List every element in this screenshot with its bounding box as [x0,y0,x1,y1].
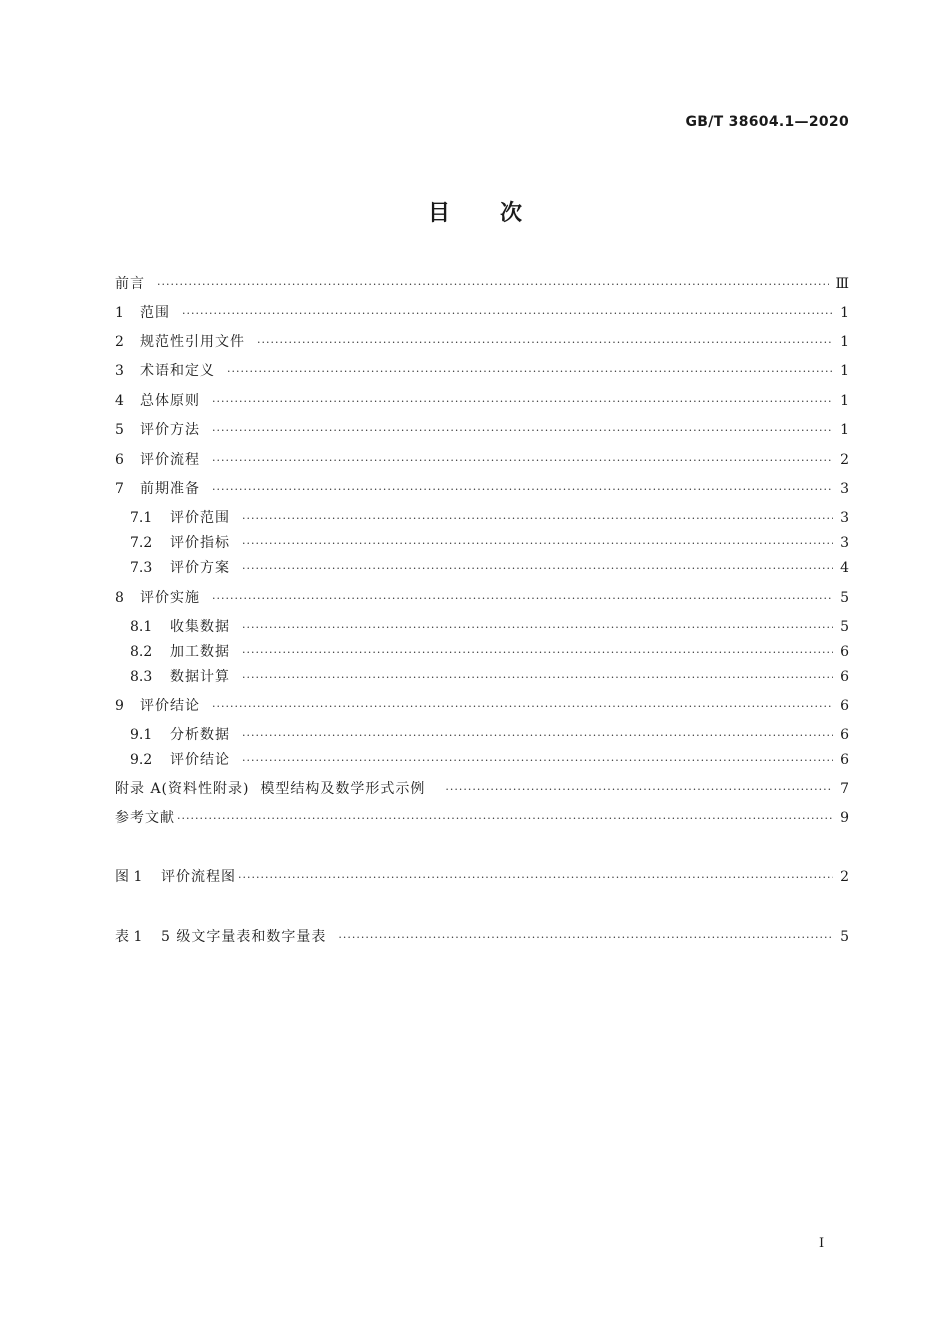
toc-label: 数据计算 [170,669,230,685]
toc-page: 1 [840,422,849,438]
toc-num: 3 [115,363,124,379]
toc-label: 评价方法 [140,422,200,438]
toc-num: 8.3 [130,669,153,685]
toc-num: 7.1 [130,510,153,526]
toc-entry-2[interactable] [115,332,849,352]
toc-leader [242,643,833,663]
toc-label: 分析数据 [170,727,230,743]
toc-entry-foreword[interactable] [115,274,849,294]
toc-leader [227,362,833,382]
toc-page: 9 [840,810,849,826]
toc-entry-9[interactable] [115,696,849,716]
toc-page: 4 [840,560,849,576]
toc-page: Ⅲ [835,276,849,292]
toc-page: 6 [840,644,849,660]
toc-leader [238,868,833,888]
toc-page: 6 [840,727,849,743]
toc-entry-7-3[interactable] [130,558,849,578]
toc-label: 范围 [140,305,170,321]
toc-page: 5 [840,619,849,635]
toc-label: 总体原则 [140,393,200,409]
footer-page-number: I [819,1236,825,1251]
toc-page: 1 [840,305,849,321]
toc-entry-7-1[interactable] [130,508,849,528]
toc-entry-8-1[interactable] [130,617,849,637]
toc-leader [212,421,833,441]
toc-num: 4 [115,393,124,409]
toc-num: 7.2 [130,535,153,551]
toc-leader [182,304,833,324]
toc-num: 6 [115,452,124,468]
toc-entry-7-2[interactable] [130,533,849,553]
toc-num: 图 1 [115,869,143,885]
toc-leader [242,534,833,554]
toc-label: 加工数据 [170,644,230,660]
toc-num: 9.2 [130,752,153,768]
toc-page: 3 [840,510,849,526]
toc-entry-figure-1[interactable] [115,867,849,887]
toc-num: 2 [115,334,124,350]
toc-leader [212,451,833,471]
toc-entry-8-2[interactable] [130,642,849,662]
toc-label: 评价范围 [170,510,230,526]
toc-label: 5 级文字量表和数字量表 [161,929,327,945]
toc-page: 1 [840,334,849,350]
toc-leader [242,726,833,746]
toc-label: 评价指标 [170,535,230,551]
toc-page: 2 [840,869,849,885]
toc-entry-7[interactable] [115,479,849,499]
toc-label: 评价方案 [170,560,230,576]
toc-leader [177,809,833,829]
toc-page: 1 [840,393,849,409]
toc-num: 5 [115,422,124,438]
toc-leader [242,509,833,529]
toc-leader [212,480,833,500]
toc-page: 3 [840,481,849,497]
toc-num: 7 [115,481,124,497]
toc-entry-3[interactable] [115,361,849,381]
toc-entry-references[interactable] [115,808,849,828]
toc-leader [212,392,833,412]
toc-label: 评价结论 [170,752,230,768]
toc-label: 参考文献 [115,810,175,826]
page-title: 目次 [427,201,572,226]
toc-entry-8[interactable] [115,588,849,608]
toc-num: 7.3 [130,560,153,576]
toc-num: 8.2 [130,644,153,660]
toc-num: 9.1 [130,727,153,743]
toc-entry-6[interactable] [115,450,849,470]
toc-num: 1 [115,305,124,321]
toc-leader [257,333,833,353]
toc-entry-table-1[interactable] [115,927,849,947]
toc-page: 2 [840,452,849,468]
toc-leader [242,559,833,579]
toc-leader [242,668,833,688]
toc-page: 6 [840,669,849,685]
toc-entry-1[interactable] [115,303,849,323]
toc-label: 评价流程 [140,452,200,468]
toc-leader [242,618,833,638]
toc-entry-5[interactable] [115,420,849,440]
toc-leader [157,275,829,295]
toc-leader [212,697,833,717]
toc-num: 表 1 [115,929,143,945]
toc-label: 评价实施 [140,590,200,606]
toc-num: 9 [115,698,124,714]
toc-page: 1 [840,363,849,379]
toc-entry-9-2[interactable] [130,750,849,770]
toc-entry-9-1[interactable] [130,725,849,745]
toc-page: 5 [840,590,849,606]
toc-label: 收集数据 [170,619,230,635]
toc-label: 术语和定义 [140,363,215,379]
toc-entry-4[interactable] [115,391,849,411]
toc-page: 5 [840,929,849,945]
toc-entry-8-3[interactable] [130,667,849,687]
toc-num: 8.1 [130,619,153,635]
toc-entry-appendix-a[interactable] [115,779,849,799]
toc-leader [445,780,833,800]
toc-page: 6 [840,698,849,714]
toc-label: 评价流程图 [161,869,236,885]
toc-page: 6 [840,752,849,768]
toc-leader [338,928,833,948]
toc-label: 附录 A(资料性附录) 模型结构及数学形式示例 [115,781,426,797]
standard-code: GB/T 38604.1—2020 [685,114,849,130]
toc-page: 3 [840,535,849,551]
toc-leader [212,589,833,609]
toc-leader [242,751,833,771]
toc-label: 评价结论 [140,698,200,714]
toc-label: 前期准备 [140,481,200,497]
toc-num: 8 [115,590,124,606]
toc-label: 规范性引用文件 [140,334,245,350]
toc-page: 7 [840,781,849,797]
toc-label: 前言 [115,276,145,292]
